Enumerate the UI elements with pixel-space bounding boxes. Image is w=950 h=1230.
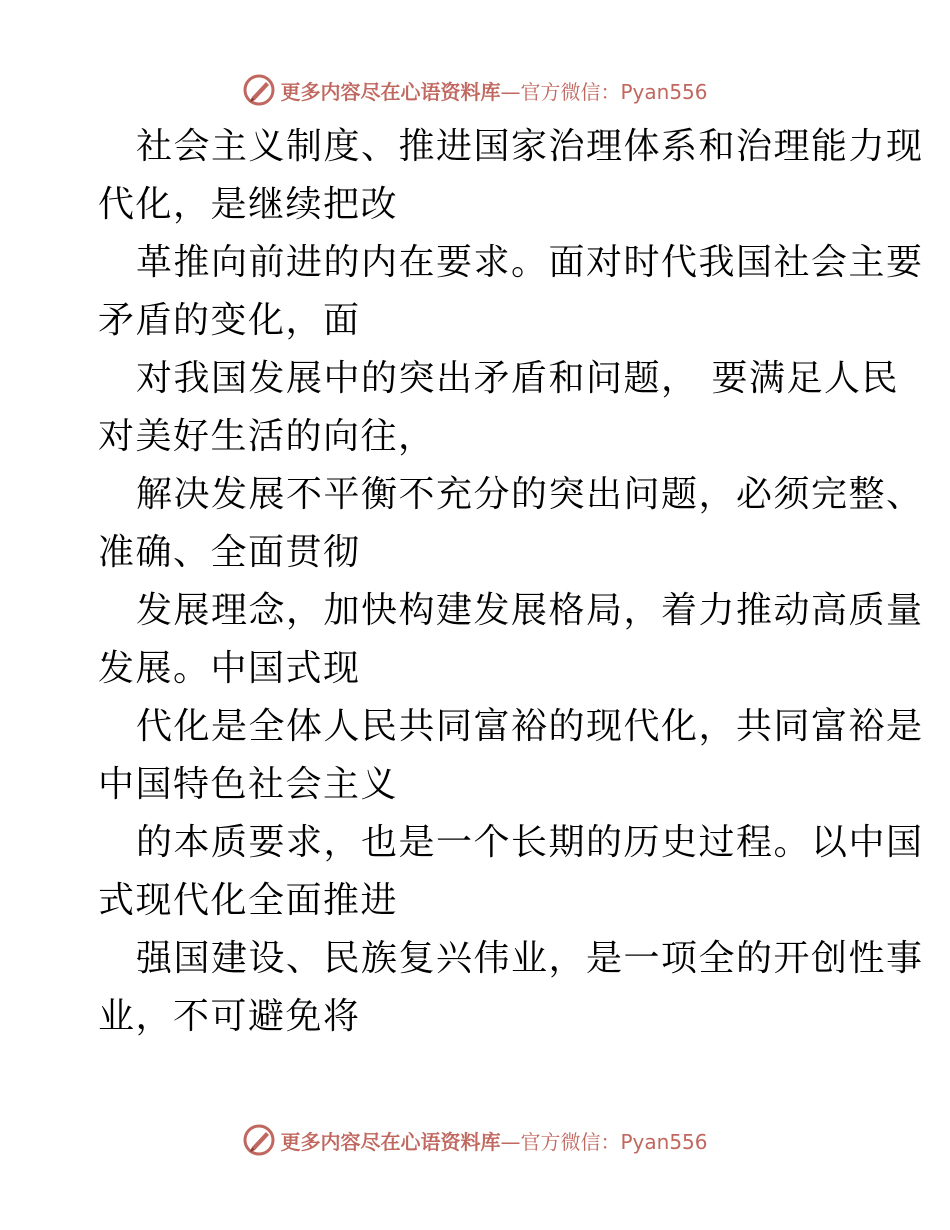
paragraph (98, 350, 899, 466)
watermark-main: 更多内容尽在心语资料库 (280, 79, 501, 104)
paragraph-line: 代化是全体人民共同富裕的现代化，共同富裕是 (136, 706, 924, 747)
paragraph (98, 814, 924, 930)
paragraph (98, 466, 924, 582)
paragraph-line: 中国特色社会主义 (98, 764, 399, 805)
watermark-dash: — (500, 1129, 521, 1154)
watermark-official-label: 官方微信： (520, 79, 621, 104)
paragraph-line: 准确、全面贯彻 (98, 532, 361, 573)
watermark-wechat-id: Pyan556 (620, 79, 708, 104)
paragraph-line: 发展。中国式现 (98, 648, 361, 689)
pen-logo-icon (242, 1123, 276, 1157)
paragraph-line: 矛盾的变化，面 (98, 300, 361, 341)
paragraph-line: 革推向前进的内在要求。面对时代我国社会主要 (136, 242, 924, 283)
paragraph-line: 对美好生活的向往， (98, 416, 436, 457)
pen-logo-icon (242, 73, 276, 107)
paragraph (98, 698, 924, 814)
paragraph-line: 发展理念，加快构建发展格局，着力推动高质量 (136, 590, 924, 631)
paragraph-line: 对我国发展中的突出矛盾和问题， 要满足人民 (136, 358, 899, 399)
document-body (98, 118, 924, 1046)
watermark-dash: — (500, 79, 521, 104)
watermark-wechat-id: Pyan556 (620, 1129, 708, 1154)
paragraph (98, 582, 924, 698)
paragraph-line: 的本质要求，也是一个长期的历史过程。以中国 (136, 822, 924, 863)
paragraph-line: 强国建设、民族复兴伟业，是一项全的开创性事 (136, 938, 924, 979)
footer-watermark (0, 1120, 950, 1160)
header-watermark (0, 70, 950, 110)
paragraph-line: 式现代化全面推进 (98, 880, 399, 921)
paragraph (98, 930, 924, 1046)
paragraph-line: 解决发展不平衡不充分的突出问题，必须完整、 (136, 474, 924, 515)
paragraph (98, 234, 924, 350)
paragraph (98, 118, 924, 234)
paragraph-line: 业，不可避免将 (98, 996, 361, 1037)
watermark-text (280, 1126, 707, 1155)
watermark-main: 更多内容尽在心语资料库 (280, 1129, 501, 1154)
paragraph-line: 代化，是继续把改 (98, 184, 399, 225)
watermark-official-label: 官方微信： (520, 1129, 621, 1154)
paragraph-line: 社会主义制度、推进国家治理体系和治理能力现 (136, 126, 924, 167)
watermark-text (280, 76, 707, 105)
